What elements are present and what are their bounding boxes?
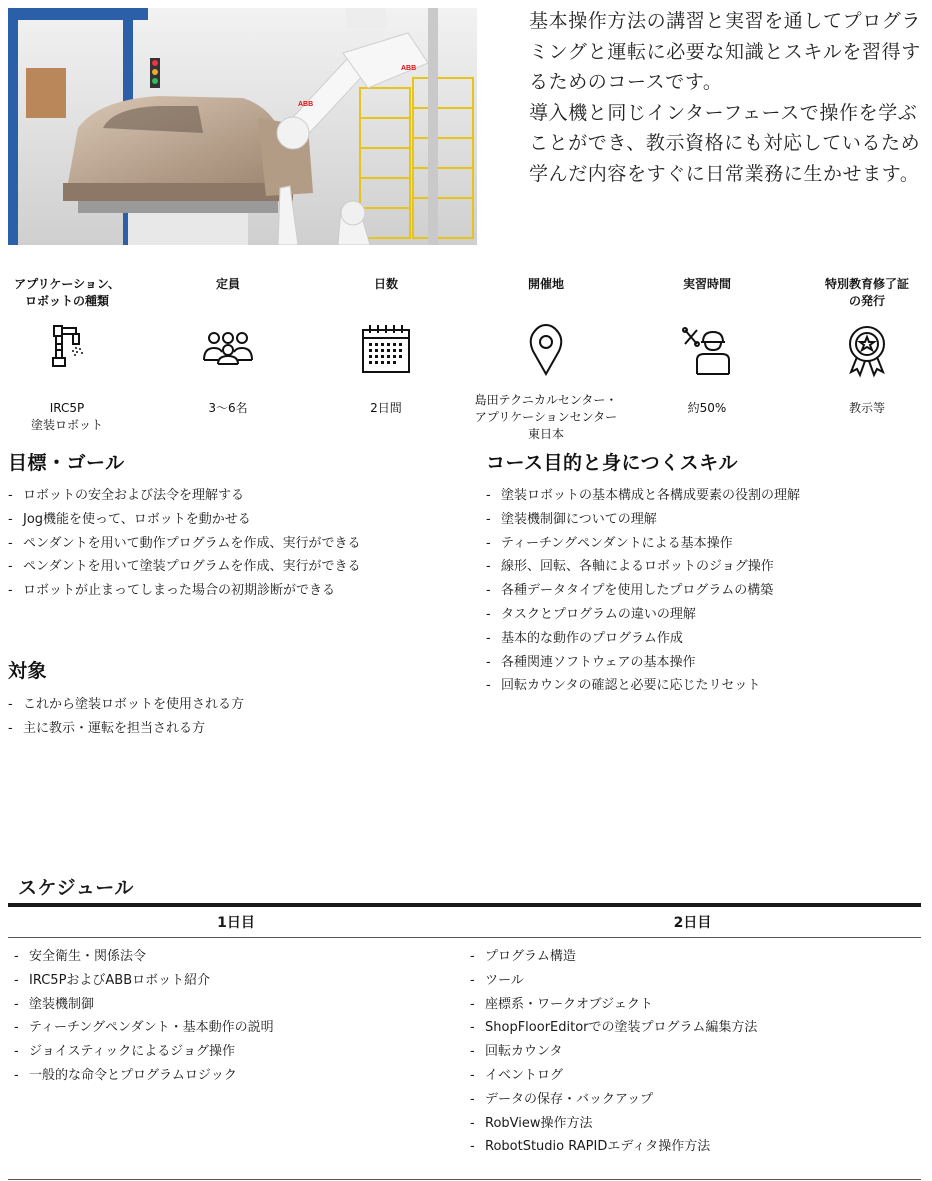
info-value: 教示等 — [848, 401, 885, 415]
day1-heading: 1日目 — [217, 915, 255, 931]
list-item: - ロボットが止まってしまった場合の初期診断ができる — [8, 579, 360, 603]
info-value: 2日間 — [370, 401, 402, 415]
schedule-divider — [8, 1179, 921, 1180]
info-heading: 定員 — [215, 277, 240, 291]
list-item: - ティーチングペンダントによる基本操作 — [486, 532, 800, 556]
robot-logo: ABB — [298, 101, 314, 108]
list-item: - 一般的な命令とプログラムロジック — [14, 1064, 274, 1088]
list-item: - 塗装機制御 — [14, 993, 274, 1017]
people-group-icon — [198, 320, 258, 380]
list-item: - 主に教示・運転を担当される方 — [8, 717, 244, 741]
info-heading: 日数 — [373, 277, 398, 291]
list-item: - タスクとプログラムの違いの理解 — [486, 603, 800, 627]
list-item: - データの保存・バックアップ — [470, 1088, 757, 1112]
calendar-icon — [356, 320, 416, 380]
info-days — [311, 276, 461, 415]
paint-robot-icon — [37, 320, 97, 380]
hands-on-worker-icon — [677, 320, 737, 380]
list-item: - イベントログ — [470, 1064, 757, 1088]
schedule-title: スケジュール — [18, 877, 134, 899]
list-item: - RobotStudio RAPIDエディタ操作方法 — [470, 1135, 757, 1159]
intro-text — [529, 6, 925, 189]
list-item: - ペンダントを用いて動作プログラムを作成、実行ができる — [8, 532, 360, 556]
intro-paragraph: 基本操作方法の講習と実習を通してプログラミングと運転に必要な知識とスキルを習得するためのコースです。 — [529, 10, 922, 93]
skills-list — [486, 484, 800, 698]
info-heading: アプリケーション、 ロボットの種類 — [14, 277, 120, 308]
list-item: - IRC5PおよびABBロボット紹介 — [14, 969, 274, 993]
hero-photo — [8, 8, 477, 245]
list-item: - ペンダントを用いて塗装プログラムを作成、実行ができる — [8, 555, 360, 579]
info-value: 島田テクニカルセンター・ アプリケーションセンター東日本 — [474, 393, 618, 441]
info-capacity — [153, 276, 303, 415]
info-application — [0, 276, 142, 432]
goals-title: 目標・ゴール — [8, 452, 125, 474]
day2-list — [470, 945, 757, 1159]
info-heading: 実習時間 — [682, 277, 731, 291]
info-practice-time — [632, 276, 782, 415]
goals-list — [8, 484, 360, 603]
list-item: - Jog機能を使って、ロボットを動かせる — [8, 508, 360, 532]
list-item: - 線形、回転、各軸によるロボットのジョグ操作 — [486, 555, 800, 579]
robot-logo: ABB — [401, 65, 417, 72]
list-item: - ティーチングペンダント・基本動作の説明 — [14, 1016, 274, 1040]
list-item: - 回転カウンタ — [470, 1040, 757, 1064]
list-item: - 回転カウンタの確認と必要に応じたリセット — [486, 674, 800, 698]
intro-paragraph: 導入機と同じインターフェースで操作を学ぶことができ、教示資格にも対応しているため学んだ内容をすぐに日常業務に生かせます。 — [529, 101, 921, 185]
list-item: - 座標系・ワークオブジェクト — [470, 993, 757, 1017]
list-item: - これから塗装ロボットを使用される方 — [8, 693, 244, 717]
target-list — [8, 693, 244, 741]
list-item: - ツール — [470, 969, 757, 993]
target-title: 対象 — [8, 660, 48, 682]
info-heading: 開催地 — [527, 277, 564, 291]
info-value: 3～6名 — [208, 401, 248, 415]
list-item: - ジョイスティックによるジョグ操作 — [14, 1040, 274, 1064]
day2-heading: 2日目 — [673, 915, 712, 931]
info-certificate — [792, 276, 932, 415]
list-item: - 塗装機制御についての理解 — [486, 508, 800, 532]
schedule-divider — [8, 903, 921, 907]
list-item: - プログラム構造 — [470, 945, 757, 969]
list-item: - 塗装ロボットの基本構成と各構成要素の役割の理解 — [486, 484, 800, 508]
list-item: - 安全衛生・関係法令 — [14, 945, 274, 969]
info-value: 約50% — [687, 401, 727, 415]
award-badge-icon — [837, 320, 897, 380]
info-value: IRC5P 塗装ロボット — [30, 401, 103, 432]
info-heading: 特別教育修了証 の発行 — [824, 277, 909, 308]
list-item: - 基本的な動作のプログラム作成 — [486, 627, 800, 651]
list-item: - ロボットの安全および法令を理解する — [8, 484, 360, 508]
map-pin-icon — [516, 320, 576, 380]
list-item: - RobView操作方法 — [470, 1112, 757, 1136]
skills-title: コース目的と身につくスキル — [486, 452, 738, 474]
list-item: - 各種関連ソフトウェアの基本操作 — [486, 651, 800, 675]
info-location — [471, 276, 621, 441]
list-item: - ShopFloorEditorでの塗装プログラム編集方法 — [470, 1016, 757, 1040]
schedule-divider — [8, 937, 921, 938]
day1-list — [14, 945, 274, 1088]
list-item: - 各種データタイプを使用したプログラムの構築 — [486, 579, 800, 603]
